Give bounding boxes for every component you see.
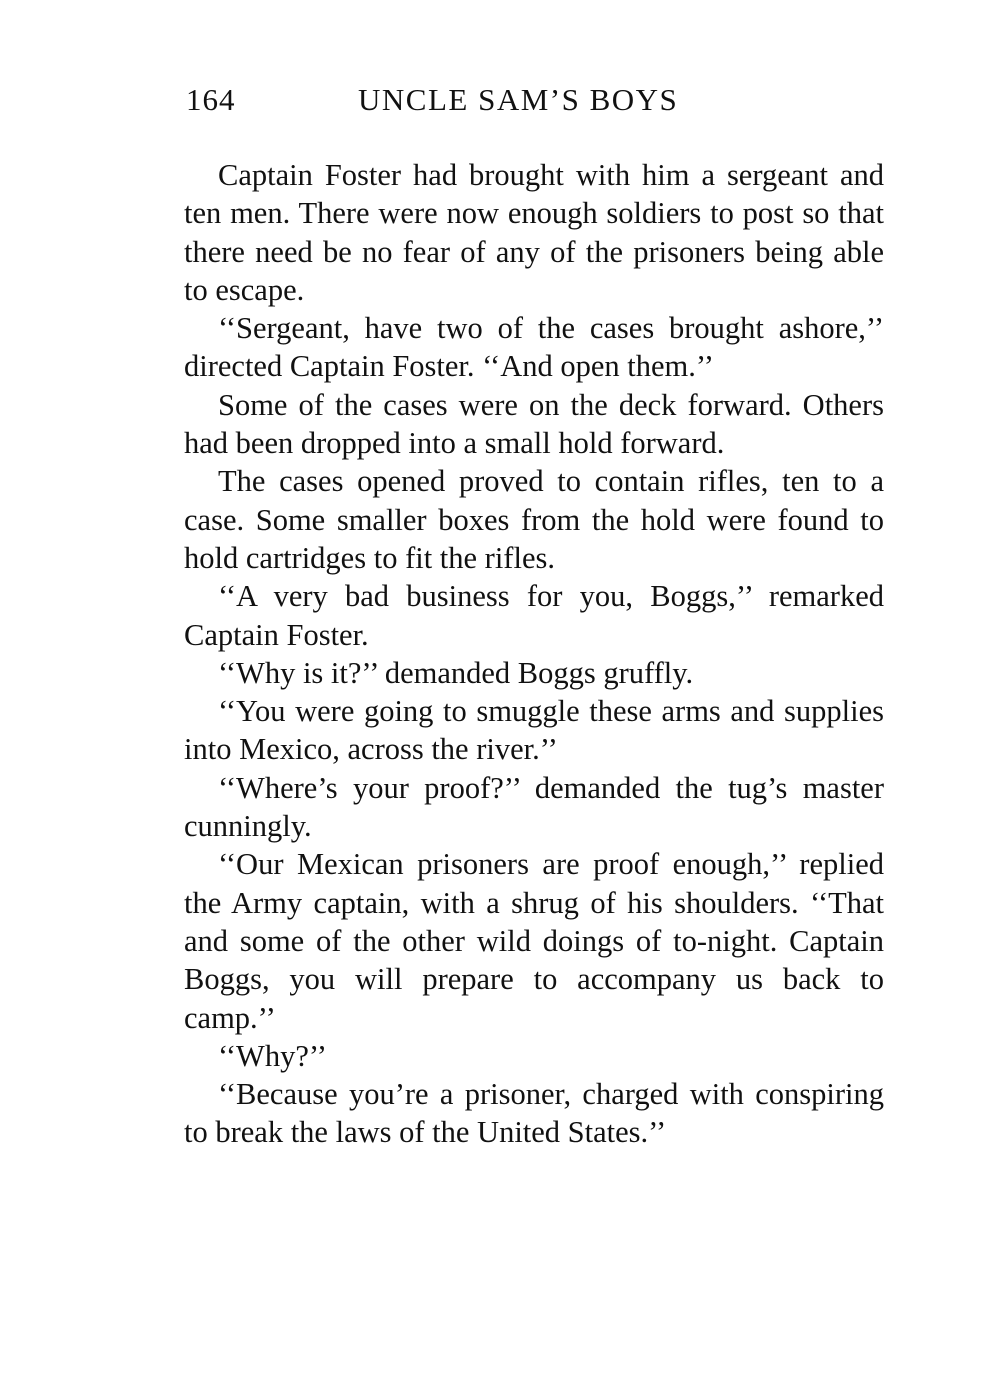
body-text xyxy=(184,156,884,1152)
paragraph: ‘‘Where’s your proof?’’ demanded the tug’s master cunningly. xyxy=(184,770,884,844)
paragraph: ‘‘Our Mexican prisoners are proof enough,’’ replied the Army captain, with a shrug of his shoulders. ‘‘That and some of the other wild doings of to-night. Captain Boggs, you will prepare to accompany us back to camp.’’ xyxy=(184,847,884,1035)
paragraph: Some of the cases were on the deck forward. Others had been dropped into a small hold forward. xyxy=(184,387,884,461)
running-title: UNCLE SAM’S BOYS xyxy=(358,82,679,117)
paragraph: Captain Foster had brought with him a sergeant and ten men. There were now enough soldiers to post so that there need be no fear of any of the prisoners being able to escape. xyxy=(184,158,884,307)
page-number: 164 xyxy=(186,82,236,117)
paragraph: ‘‘You were going to smuggle these arms and supplies into Mexico, across the river.’’ xyxy=(184,694,884,767)
paragraph: ‘‘Because you’re a prisoner, charged with conspiring to break the laws of the United States.’’ xyxy=(184,1077,884,1150)
paragraph: ‘‘Sergeant, have two of the cases brought ashore,’’ directed Captain Foster. ‘‘And open them.’’ xyxy=(184,311,884,384)
running-head xyxy=(186,78,886,122)
paragraph: ‘‘Why is it?’’ demanded Boggs gruffly. xyxy=(218,655,694,690)
paragraph: ‘‘Why?’’ xyxy=(218,1038,327,1073)
paragraph: ‘‘A very bad business for you, Boggs,’’ remarked Captain Foster. xyxy=(184,579,884,652)
paragraph: The cases opened proved to contain rifles, ten to a case. Some smaller boxes from the hold were found to hold cartridges to fit the rifles. xyxy=(184,464,884,575)
